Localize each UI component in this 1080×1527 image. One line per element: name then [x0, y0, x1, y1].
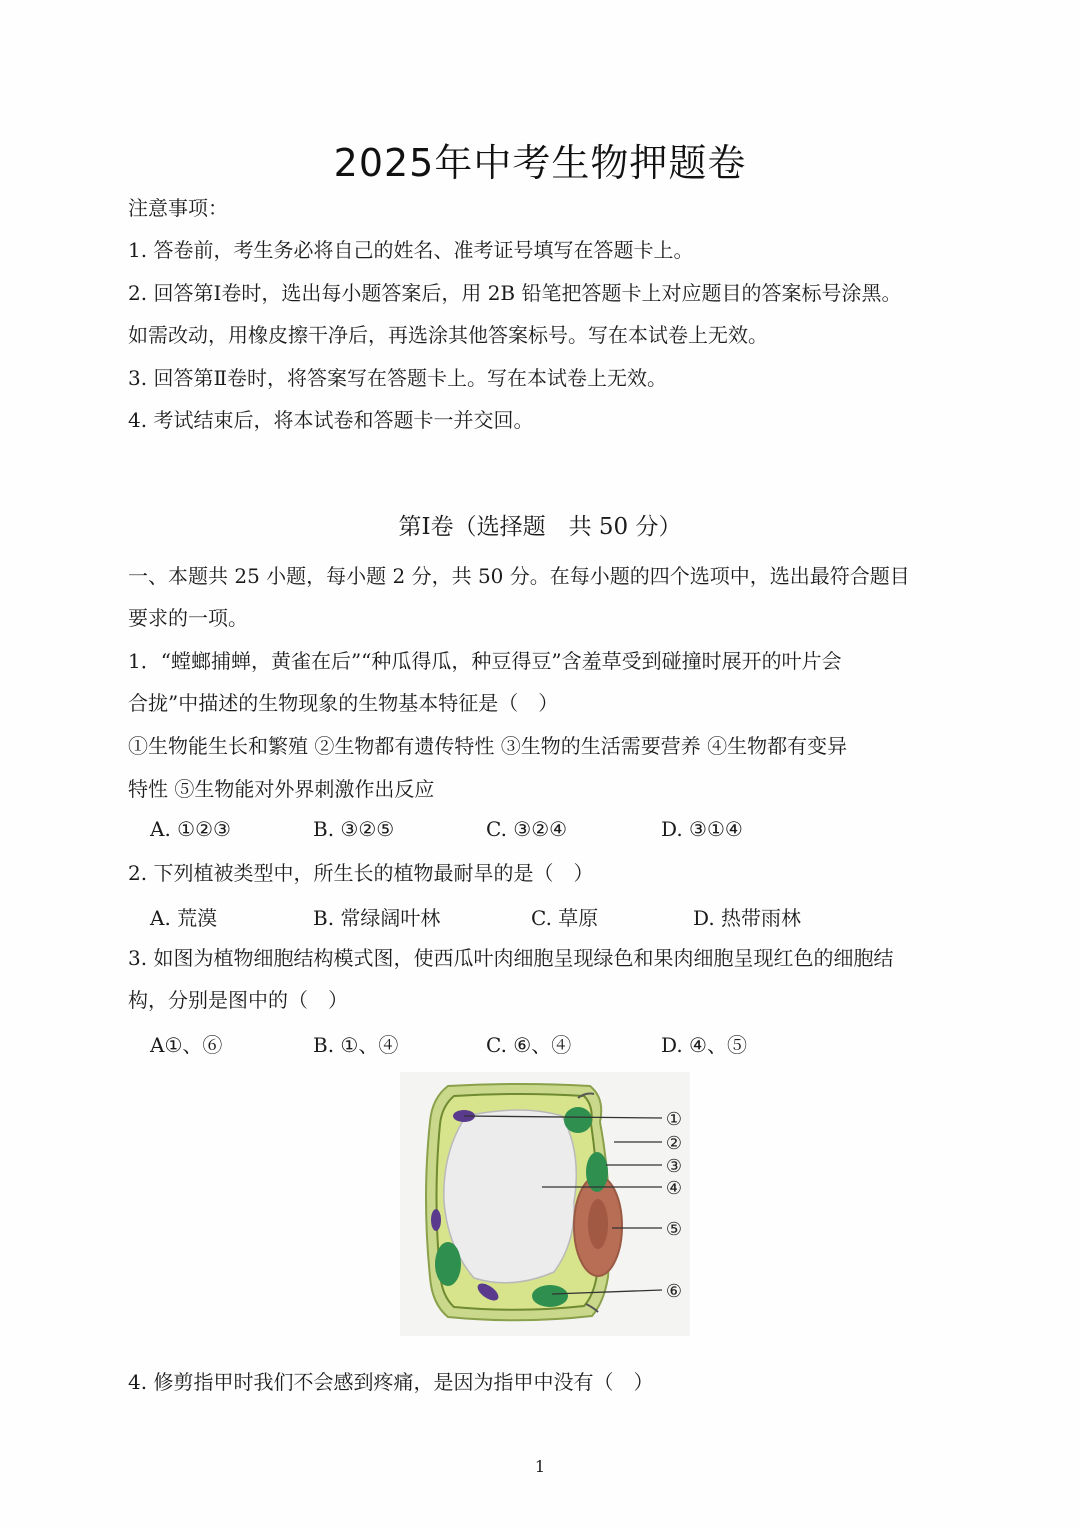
- chloroplast: [564, 1107, 592, 1133]
- section-instructions: 一、本题共 25 小题，每小题 2 分，共 50 分。在每小题的四个选项中，选出最符合题目: [128, 564, 910, 588]
- page-number: 1: [534, 1457, 546, 1476]
- plant-cell-diagram: [400, 1072, 690, 1336]
- chloroplast: [586, 1152, 608, 1192]
- chloroplast: [435, 1242, 461, 1286]
- notice-item-1: 1. 答卷前，考生务必将自己的姓名、准考证号填写在答题卡上。: [128, 238, 694, 262]
- notice-item-3: 3. 回答第Ⅱ卷时，将答案写在答题卡上。写在本试卷上无效。: [128, 366, 668, 390]
- q1-option-a: A. ①②③: [150, 817, 231, 841]
- notice-item-4: 4. 考试结束后，将本试卷和答题卡一并交回。: [128, 408, 534, 432]
- label-5: ⑤: [665, 1219, 683, 1240]
- q1-option-c: C. ③②④: [486, 817, 568, 841]
- granule: [431, 1209, 441, 1231]
- q2-option-c: C. 草原: [531, 906, 599, 930]
- q2-stem: 2. 下列植被类型中，所生长的植物最耐旱的是（ ）: [128, 861, 594, 885]
- q1-option-b: B. ③②⑤: [313, 817, 395, 841]
- q2-option-a: A. 荒漠: [150, 906, 218, 930]
- notice-heading: 注意事项：: [128, 196, 228, 220]
- section-title: 第Ⅰ卷（选择题 共 50 分）: [398, 514, 682, 540]
- label-2: ②: [665, 1133, 683, 1154]
- q2-option-b: B. 常绿阔叶林: [313, 906, 441, 930]
- q4-stem: 4. 修剪指甲时我们不会感到疼痛，是因为指甲中没有（ ）: [128, 1370, 654, 1394]
- q1-stem: 1．“螳螂捕蝉，黄雀在后”“种瓜得瓜，种豆得豆”含羞草受到碰撞时展开的叶片会: [128, 649, 842, 673]
- q3-stem-continued: 构，分别是图中的（ ）: [128, 988, 348, 1012]
- q3-option-d: D. ④、⑤: [661, 1033, 747, 1057]
- chloroplast: [532, 1285, 568, 1307]
- q1-statements-continued: 特性 ⑤生物能对外界刺激作出反应: [128, 777, 435, 801]
- q3-option-a: A①、⑥: [150, 1033, 223, 1057]
- notice-item-2-continued: 如需改动，用橡皮擦干净后，再选涂其他答案标号。写在本试卷上无效。: [128, 323, 768, 347]
- q3-option-b: B. ①、④: [313, 1033, 399, 1057]
- section-instructions-continued: 要求的一项。: [128, 606, 248, 630]
- q3-option-c: C. ⑥、④: [486, 1033, 572, 1057]
- q1-option-d: D. ③①④: [661, 817, 743, 841]
- vacuole: [444, 1110, 576, 1283]
- q1-statements: ①生物能生长和繁殖 ②生物都有遗传特性 ③生物的生活需要营养 ④生物都有变异: [128, 734, 848, 758]
- page-title: 2025年中考生物押题卷: [333, 141, 747, 185]
- nucleolus: [588, 1199, 608, 1249]
- label-4: ④: [665, 1178, 683, 1199]
- notice-item-2: 2. 回答第Ⅰ卷时，选出每小题答案后，用 2B 铅笔把答题卡上对应题目的答案标号涂黑。: [128, 281, 902, 305]
- label-1: ①: [665, 1109, 683, 1130]
- q3-stem: 3. 如图为植物细胞结构模式图，使西瓜叶肉细胞呈现绿色和果肉细胞呈现红色的细胞结: [128, 946, 894, 970]
- q2-option-d: D. 热带雨林: [693, 906, 802, 930]
- label-6: ⑥: [665, 1281, 683, 1302]
- label-3: ③: [665, 1156, 683, 1177]
- q1-stem-continued: 合拢”中描述的生物现象的生物基本特征是（ ）: [128, 691, 559, 715]
